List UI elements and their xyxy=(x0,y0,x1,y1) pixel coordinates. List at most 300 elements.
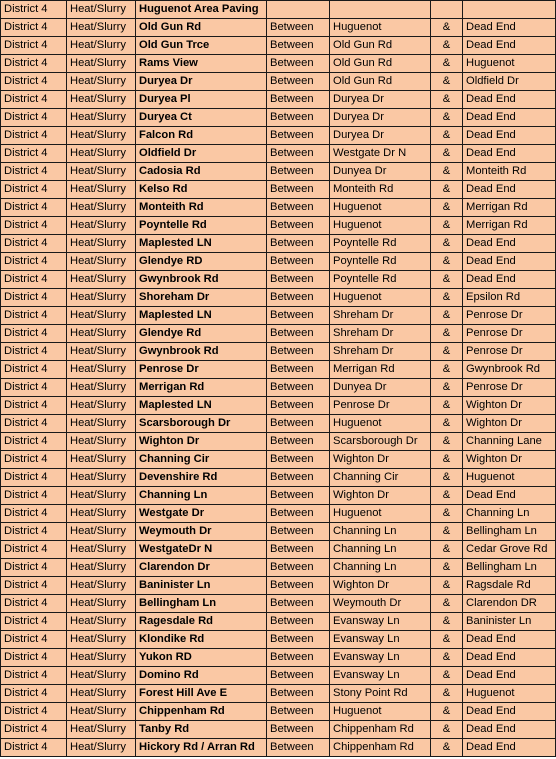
table-row xyxy=(1,649,556,667)
from-street-cell: Duryea Dr xyxy=(330,91,431,109)
between-cell: Between xyxy=(267,55,330,73)
street-name-cell: Clarendon Dr xyxy=(136,559,267,577)
header-treatment: Heat/Slurry xyxy=(67,1,136,19)
street-name-cell: Tanby Rd xyxy=(136,721,267,739)
treatment-cell: Heat/Slurry xyxy=(67,649,136,667)
to-street-cell: Channing Lane xyxy=(463,433,556,451)
ampersand-cell: & xyxy=(431,37,463,55)
street-name-cell: Old Gun Rd xyxy=(136,19,267,37)
to-street-cell: Dead End xyxy=(463,235,556,253)
between-cell: Between xyxy=(267,433,330,451)
district-cell: District 4 xyxy=(1,721,67,739)
table-row xyxy=(1,433,556,451)
ampersand-cell: & xyxy=(431,469,463,487)
treatment-cell: Heat/Slurry xyxy=(67,253,136,271)
ampersand-cell: & xyxy=(431,55,463,73)
district-cell: District 4 xyxy=(1,145,67,163)
between-cell: Between xyxy=(267,109,330,127)
between-cell: Between xyxy=(267,145,330,163)
from-street-cell: Weymouth Dr xyxy=(330,595,431,613)
district-cell: District 4 xyxy=(1,19,67,37)
district-cell: District 4 xyxy=(1,307,67,325)
from-street-cell: Poyntelle Rd xyxy=(330,253,431,271)
table-row xyxy=(1,541,556,559)
district-cell: District 4 xyxy=(1,595,67,613)
street-name-cell: Shoreham Dr xyxy=(136,289,267,307)
between-cell: Between xyxy=(267,487,330,505)
header-row xyxy=(1,1,556,19)
between-cell: Between xyxy=(267,19,330,37)
district-cell: District 4 xyxy=(1,415,67,433)
ampersand-cell: & xyxy=(431,163,463,181)
ampersand-cell: & xyxy=(431,523,463,541)
between-cell: Between xyxy=(267,199,330,217)
street-name-cell: Duryea Pl xyxy=(136,91,267,109)
street-name-cell: Devenshire Rd xyxy=(136,469,267,487)
treatment-cell: Heat/Slurry xyxy=(67,91,136,109)
between-cell: Between xyxy=(267,559,330,577)
treatment-cell: Heat/Slurry xyxy=(67,469,136,487)
street-name-cell: Old Gun Trce xyxy=(136,37,267,55)
table-row xyxy=(1,631,556,649)
district-cell: District 4 xyxy=(1,469,67,487)
ampersand-cell: & xyxy=(431,577,463,595)
table-row xyxy=(1,577,556,595)
ampersand-cell: & xyxy=(431,415,463,433)
table-row xyxy=(1,415,556,433)
from-street-cell: Old Gun Rd xyxy=(330,37,431,55)
table-row xyxy=(1,127,556,145)
street-name-cell: Wighton Dr xyxy=(136,433,267,451)
between-cell: Between xyxy=(267,451,330,469)
between-cell: Between xyxy=(267,181,330,199)
treatment-cell: Heat/Slurry xyxy=(67,487,136,505)
street-name-cell: Channing Ln xyxy=(136,487,267,505)
ampersand-cell: & xyxy=(431,685,463,703)
between-cell: Between xyxy=(267,325,330,343)
table-row xyxy=(1,253,556,271)
between-cell: Between xyxy=(267,37,330,55)
between-cell: Between xyxy=(267,667,330,685)
treatment-cell: Heat/Slurry xyxy=(67,397,136,415)
treatment-cell: Heat/Slurry xyxy=(67,271,136,289)
street-name-cell: Glendye RD xyxy=(136,253,267,271)
treatment-cell: Heat/Slurry xyxy=(67,19,136,37)
table-row xyxy=(1,145,556,163)
district-cell: District 4 xyxy=(1,361,67,379)
from-street-cell: Wighton Dr xyxy=(330,451,431,469)
to-street-cell: Dead End xyxy=(463,145,556,163)
table-row xyxy=(1,379,556,397)
between-cell: Between xyxy=(267,397,330,415)
treatment-cell: Heat/Slurry xyxy=(67,451,136,469)
street-name-cell: Penrose Dr xyxy=(136,361,267,379)
treatment-cell: Heat/Slurry xyxy=(67,109,136,127)
ampersand-cell: & xyxy=(431,505,463,523)
treatment-cell: Heat/Slurry xyxy=(67,523,136,541)
street-name-cell: Westgate Dr xyxy=(136,505,267,523)
ampersand-cell: & xyxy=(431,559,463,577)
header-district: District 4 xyxy=(1,1,67,19)
to-street-cell: Bellingham Ln xyxy=(463,559,556,577)
district-cell: District 4 xyxy=(1,73,67,91)
to-street-cell: Epsilon Rd xyxy=(463,289,556,307)
between-cell: Between xyxy=(267,361,330,379)
from-street-cell: Huguenot xyxy=(330,505,431,523)
table-row xyxy=(1,307,556,325)
district-cell: District 4 xyxy=(1,55,67,73)
to-street-cell: Huguenot xyxy=(463,685,556,703)
ampersand-cell: & xyxy=(431,703,463,721)
table-row xyxy=(1,55,556,73)
to-street-cell: Dead End xyxy=(463,721,556,739)
from-street-cell: Duryea Dr xyxy=(330,109,431,127)
treatment-cell: Heat/Slurry xyxy=(67,631,136,649)
treatment-cell: Heat/Slurry xyxy=(67,307,136,325)
from-street-cell: Stony Point Rd xyxy=(330,685,431,703)
to-street-cell: Wighton Dr xyxy=(463,397,556,415)
between-cell: Between xyxy=(267,253,330,271)
to-street-cell: Penrose Dr xyxy=(463,379,556,397)
to-street-cell: Dead End xyxy=(463,19,556,37)
street-name-cell: Maplested LN xyxy=(136,397,267,415)
street-name-cell: Glendye Rd xyxy=(136,325,267,343)
ampersand-cell: & xyxy=(431,109,463,127)
between-cell: Between xyxy=(267,577,330,595)
between-cell: Between xyxy=(267,379,330,397)
from-street-cell: Channing Ln xyxy=(330,541,431,559)
from-street-cell: Merrigan Rd xyxy=(330,361,431,379)
street-name-cell: Weymouth Dr xyxy=(136,523,267,541)
district-cell: District 4 xyxy=(1,199,67,217)
from-street-cell: Poyntelle Rd xyxy=(330,235,431,253)
table-row xyxy=(1,19,556,37)
from-street-cell: Huguenot xyxy=(330,703,431,721)
district-cell: District 4 xyxy=(1,505,67,523)
table-row xyxy=(1,559,556,577)
street-name-cell: Gwynbrook Rd xyxy=(136,271,267,289)
from-street-cell: Chippenham Rd xyxy=(330,721,431,739)
header-empty-cell xyxy=(463,1,556,19)
ampersand-cell: & xyxy=(431,91,463,109)
from-street-cell: Channing Cir xyxy=(330,469,431,487)
to-street-cell: Bellingham Ln xyxy=(463,523,556,541)
treatment-cell: Heat/Slurry xyxy=(67,433,136,451)
street-name-cell: Domino Rd xyxy=(136,667,267,685)
from-street-cell: Shreham Dr xyxy=(330,325,431,343)
table-row xyxy=(1,289,556,307)
ampersand-cell: & xyxy=(431,343,463,361)
from-street-cell: Evansway Ln xyxy=(330,667,431,685)
between-cell: Between xyxy=(267,217,330,235)
to-street-cell: Monteith Rd xyxy=(463,163,556,181)
district-cell: District 4 xyxy=(1,181,67,199)
table-row xyxy=(1,325,556,343)
between-cell: Between xyxy=(267,595,330,613)
from-street-cell: Poyntelle Rd xyxy=(330,271,431,289)
to-street-cell: Ragsdale Rd xyxy=(463,577,556,595)
table-row xyxy=(1,217,556,235)
district-cell: District 4 xyxy=(1,523,67,541)
ampersand-cell: & xyxy=(431,451,463,469)
header-empty-cell xyxy=(267,1,330,19)
district-cell: District 4 xyxy=(1,109,67,127)
ampersand-cell: & xyxy=(431,145,463,163)
to-street-cell: Dead End xyxy=(463,91,556,109)
from-street-cell: Shreham Dr xyxy=(330,307,431,325)
treatment-cell: Heat/Slurry xyxy=(67,379,136,397)
district-cell: District 4 xyxy=(1,541,67,559)
ampersand-cell: & xyxy=(431,253,463,271)
ampersand-cell: & xyxy=(431,487,463,505)
between-cell: Between xyxy=(267,91,330,109)
street-name-cell: Rams View xyxy=(136,55,267,73)
treatment-cell: Heat/Slurry xyxy=(67,217,136,235)
street-name-cell: Duryea Ct xyxy=(136,109,267,127)
treatment-cell: Heat/Slurry xyxy=(67,289,136,307)
table-row xyxy=(1,721,556,739)
to-street-cell: Dead End xyxy=(463,649,556,667)
street-name-cell: Bellingham Ln xyxy=(136,595,267,613)
from-street-cell: Huguenot xyxy=(330,289,431,307)
table-title: Huguenot Area Paving xyxy=(136,1,267,19)
ampersand-cell: & xyxy=(431,217,463,235)
district-cell: District 4 xyxy=(1,433,67,451)
between-cell: Between xyxy=(267,703,330,721)
from-street-cell: Wighton Dr xyxy=(330,487,431,505)
from-street-cell: Channing Ln xyxy=(330,523,431,541)
to-street-cell: Dead End xyxy=(463,631,556,649)
to-street-cell: Penrose Dr xyxy=(463,325,556,343)
ampersand-cell: & xyxy=(431,199,463,217)
ampersand-cell: & xyxy=(431,379,463,397)
treatment-cell: Heat/Slurry xyxy=(67,73,136,91)
treatment-cell: Heat/Slurry xyxy=(67,505,136,523)
table-row xyxy=(1,613,556,631)
ampersand-cell: & xyxy=(431,235,463,253)
to-street-cell: Huguenot xyxy=(463,55,556,73)
ampersand-cell: & xyxy=(431,433,463,451)
street-name-cell: Oldfield Dr xyxy=(136,145,267,163)
from-street-cell: Chippenham Rd xyxy=(330,739,431,757)
ampersand-cell: & xyxy=(431,307,463,325)
treatment-cell: Heat/Slurry xyxy=(67,235,136,253)
to-street-cell: Gwynbrook Rd xyxy=(463,361,556,379)
table-row xyxy=(1,235,556,253)
from-street-cell: Old Gun Rd xyxy=(330,55,431,73)
district-cell: District 4 xyxy=(1,559,67,577)
between-cell: Between xyxy=(267,739,330,757)
between-cell: Between xyxy=(267,163,330,181)
ampersand-cell: & xyxy=(431,397,463,415)
to-street-cell: Merrigan Rd xyxy=(463,199,556,217)
ampersand-cell: & xyxy=(431,73,463,91)
ampersand-cell: & xyxy=(431,739,463,757)
between-cell: Between xyxy=(267,271,330,289)
street-name-cell: Baninister Ln xyxy=(136,577,267,595)
street-name-cell: Poyntelle Rd xyxy=(136,217,267,235)
treatment-cell: Heat/Slurry xyxy=(67,667,136,685)
treatment-cell: Heat/Slurry xyxy=(67,55,136,73)
district-cell: District 4 xyxy=(1,667,67,685)
from-street-cell: Huguenot xyxy=(330,217,431,235)
table-row xyxy=(1,397,556,415)
district-cell: District 4 xyxy=(1,613,67,631)
treatment-cell: Heat/Slurry xyxy=(67,577,136,595)
ampersand-cell: & xyxy=(431,595,463,613)
ampersand-cell: & xyxy=(431,721,463,739)
from-street-cell: Shreham Dr xyxy=(330,343,431,361)
to-street-cell: Dead End xyxy=(463,271,556,289)
district-cell: District 4 xyxy=(1,343,67,361)
to-street-cell: Channing Ln xyxy=(463,505,556,523)
ampersand-cell: & xyxy=(431,541,463,559)
table-row xyxy=(1,91,556,109)
to-street-cell: Merrigan Rd xyxy=(463,217,556,235)
district-cell: District 4 xyxy=(1,703,67,721)
between-cell: Between xyxy=(267,541,330,559)
treatment-cell: Heat/Slurry xyxy=(67,595,136,613)
street-name-cell: Forest Hill Ave E xyxy=(136,685,267,703)
treatment-cell: Heat/Slurry xyxy=(67,325,136,343)
between-cell: Between xyxy=(267,613,330,631)
street-name-cell: Channing Cir xyxy=(136,451,267,469)
to-street-cell: Dead End xyxy=(463,703,556,721)
to-street-cell: Dead End xyxy=(463,253,556,271)
district-cell: District 4 xyxy=(1,739,67,757)
district-cell: District 4 xyxy=(1,577,67,595)
treatment-cell: Heat/Slurry xyxy=(67,361,136,379)
ampersand-cell: & xyxy=(431,271,463,289)
table-row xyxy=(1,271,556,289)
table-row xyxy=(1,685,556,703)
district-cell: District 4 xyxy=(1,91,67,109)
district-cell: District 4 xyxy=(1,127,67,145)
to-street-cell: Clarendon DR xyxy=(463,595,556,613)
from-street-cell: Evansway Ln xyxy=(330,613,431,631)
table-row xyxy=(1,181,556,199)
between-cell: Between xyxy=(267,685,330,703)
table-row xyxy=(1,703,556,721)
between-cell: Between xyxy=(267,307,330,325)
to-street-cell: Dead End xyxy=(463,37,556,55)
treatment-cell: Heat/Slurry xyxy=(67,613,136,631)
table-row xyxy=(1,523,556,541)
header-empty-cell xyxy=(330,1,431,19)
between-cell: Between xyxy=(267,343,330,361)
street-name-cell: Monteith Rd xyxy=(136,199,267,217)
ampersand-cell: & xyxy=(431,325,463,343)
to-street-cell: Penrose Dr xyxy=(463,343,556,361)
street-name-cell: Hickory Rd / Arran Rd xyxy=(136,739,267,757)
from-street-cell: Huguenot xyxy=(330,19,431,37)
between-cell: Between xyxy=(267,127,330,145)
street-name-cell: WestgateDr N xyxy=(136,541,267,559)
street-name-cell: Maplested LN xyxy=(136,235,267,253)
district-cell: District 4 xyxy=(1,289,67,307)
table-row xyxy=(1,739,556,757)
from-street-cell: Evansway Ln xyxy=(330,631,431,649)
table-row xyxy=(1,37,556,55)
district-cell: District 4 xyxy=(1,37,67,55)
district-cell: District 4 xyxy=(1,235,67,253)
district-cell: District 4 xyxy=(1,253,67,271)
treatment-cell: Heat/Slurry xyxy=(67,721,136,739)
between-cell: Between xyxy=(267,415,330,433)
ampersand-cell: & xyxy=(431,361,463,379)
treatment-cell: Heat/Slurry xyxy=(67,37,136,55)
table-body xyxy=(1,1,556,757)
table-row xyxy=(1,451,556,469)
treatment-cell: Heat/Slurry xyxy=(67,415,136,433)
to-street-cell: Wighton Dr xyxy=(463,451,556,469)
from-street-cell: Old Gun Rd xyxy=(330,73,431,91)
district-cell: District 4 xyxy=(1,397,67,415)
street-name-cell: Ragesdale Rd xyxy=(136,613,267,631)
ampersand-cell: & xyxy=(431,613,463,631)
to-street-cell: Penrose Dr xyxy=(463,307,556,325)
table-row xyxy=(1,109,556,127)
ampersand-cell: & xyxy=(431,289,463,307)
ampersand-cell: & xyxy=(431,19,463,37)
street-name-cell: Klondike Rd xyxy=(136,631,267,649)
between-cell: Between xyxy=(267,631,330,649)
district-cell: District 4 xyxy=(1,685,67,703)
treatment-cell: Heat/Slurry xyxy=(67,703,136,721)
ampersand-cell: & xyxy=(431,181,463,199)
ampersand-cell: & xyxy=(431,127,463,145)
to-street-cell: Baninister Ln xyxy=(463,613,556,631)
table-row xyxy=(1,199,556,217)
street-name-cell: Gwynbrook Rd xyxy=(136,343,267,361)
ampersand-cell: & xyxy=(431,649,463,667)
treatment-cell: Heat/Slurry xyxy=(67,343,136,361)
to-street-cell: Huguenot xyxy=(463,469,556,487)
to-street-cell: Dead End xyxy=(463,109,556,127)
to-street-cell: Oldfield Dr xyxy=(463,73,556,91)
street-name-cell: Yukon RD xyxy=(136,649,267,667)
treatment-cell: Heat/Slurry xyxy=(67,559,136,577)
treatment-cell: Heat/Slurry xyxy=(67,163,136,181)
from-street-cell: Monteith Rd xyxy=(330,181,431,199)
district-cell: District 4 xyxy=(1,271,67,289)
from-street-cell: Duryea Dr xyxy=(330,127,431,145)
district-cell: District 4 xyxy=(1,631,67,649)
street-name-cell: Duryea Dr xyxy=(136,73,267,91)
between-cell: Between xyxy=(267,649,330,667)
district-cell: District 4 xyxy=(1,379,67,397)
table-row xyxy=(1,505,556,523)
treatment-cell: Heat/Slurry xyxy=(67,739,136,757)
to-street-cell: Wighton Dr xyxy=(463,415,556,433)
to-street-cell: Dead End xyxy=(463,487,556,505)
table-row xyxy=(1,595,556,613)
from-street-cell: Westgate Dr N xyxy=(330,145,431,163)
header-empty-cell xyxy=(431,1,463,19)
to-street-cell: Dead End xyxy=(463,739,556,757)
district-cell: District 4 xyxy=(1,325,67,343)
treatment-cell: Heat/Slurry xyxy=(67,127,136,145)
district-cell: District 4 xyxy=(1,649,67,667)
from-street-cell: Penrose Dr xyxy=(330,397,431,415)
street-name-cell: Maplested LN xyxy=(136,307,267,325)
to-street-cell: Dead End xyxy=(463,127,556,145)
ampersand-cell: & xyxy=(431,667,463,685)
street-name-cell: Merrigan Rd xyxy=(136,379,267,397)
between-cell: Between xyxy=(267,523,330,541)
from-street-cell: Huguenot xyxy=(330,415,431,433)
between-cell: Between xyxy=(267,721,330,739)
